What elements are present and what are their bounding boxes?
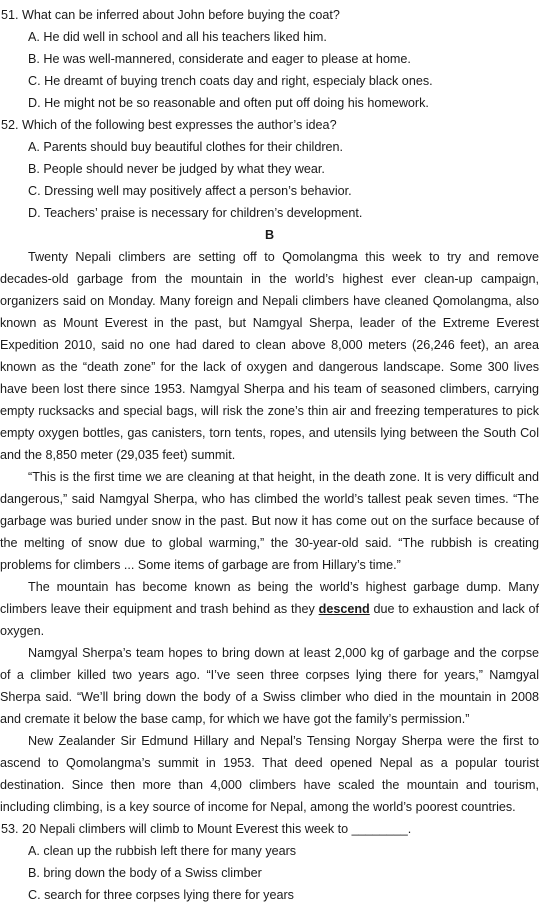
question-53-option-b: B. bring down the body of a Swiss climber — [28, 866, 262, 880]
highlighted-word: descend — [318, 602, 370, 616]
question-52-option-b: B. People should never be judged by what they wear. — [28, 162, 325, 176]
question-51-option-a: A. He did well in school and all his teachers liked him. — [28, 30, 327, 44]
question-51-option-d: D. He might not be so reasonable and often put off doing his homework. — [28, 96, 429, 110]
question-53-option-c: C. search for three corpses lying there for years — [28, 888, 294, 902]
question-52-stem: 52. Which of the following best expresses the author’s idea? — [1, 118, 337, 132]
section-heading: B — [264, 228, 275, 242]
question-52-option-d: D. Teachers’ praise is necessary for children’s development. — [28, 206, 363, 220]
passage-paragraph-1: Twenty Nepali climbers are setting off to Qomolangma this week to try and remove decades-old garbage from the mountain in the world’s highest ever clean-up campaign, organizers said on Monday. Many foreign and Nepali climbers have cleaned Qomolangma, also known as Mount Everest in the past, but Namgyal Sherpa, leader of the Extreme Everest Expedition 2010, said no one had dared to clean above 8,000 meters (26,246 feet), an area known as the “death zone” for the lack of oxygen and dangerous landscape. Some 300 lives have been lost there since 1953. Namgyal Sherpa and his team of seasoned climbers, carrying empty rucksacks and special bags, will risk the zone’s thin air and freezing temperatures to pick empty oxygen bottles, gas canisters, torn tents, ropes, and utensils lying between the South Col and the 8,850 meter (29,035 feet) summit. — [0, 250, 539, 462]
question-51-option-b: B. He was well-mannered, considerate and eager to please at home. — [28, 52, 411, 66]
passage-paragraph-2: “This is the first time we are cleaning at that height, in the death zone. It is very difficult and dangerous,” said Namgyal Sherpa, who has climbed the world’s tallest peak seven times. “The garbage was buried under snow in the past. But now it has come out on the surface because of the melting of snow due to global warming,” the 30-year-old said. “The rubbish is creating problems for climbers ... Some items of garbage are from Hillary’s time.” — [0, 470, 539, 572]
question-51-stem: 51. What can be inferred about John before buying the coat? — [1, 8, 340, 22]
passage-paragraph-3-start: The mountain has become known as being the world’s highest garbage dump. Many climbers leave their equipment and trash behind as they — [0, 580, 539, 616]
question-52-option-a: A. Parents should buy beautiful clothes for their children. — [28, 140, 344, 154]
question-52-option-c: C. Dressing well may positively affect a person’s behavior. — [28, 184, 352, 198]
passage-paragraph-4: Namgyal Sherpa’s team hopes to bring down at least 2,000 kg of garbage and the corpse of a climber killed two years ago. “I’ve seen three corpses lying there for years,” Namgyal Sherpa said. “We’ll bring down the body of a Swiss climber who died in the mountain in 2008 and cremate it below the base camp, for which we have got the family’s permission.” — [0, 646, 539, 726]
question-53-option-a: A. clean up the rubbish left there for many years — [28, 844, 297, 858]
passage-paragraph-3 — [0, 576, 539, 642]
passage-paragraph-5: New Zealander Sir Edmund Hillary and Nepal’s Tensing Norgay Sherpa were the first to ascend to Qomolangma’s summit in 1953. That deed opened Nepal as a popular tourist destination. Since then more than 4,000 climbers have scaled the mountain and tourism, including climbing, is a key source of income for Nepal, among the world’s poorest countries. — [0, 734, 539, 814]
question-53-stem: 53. 20 Nepali climbers will climb to Mount Everest this week to ________. — [1, 822, 412, 836]
passage-paragraph-3-end: due to exhaustion and lack of oxygen. — [0, 602, 539, 638]
question-51-option-c: C. He dreamt of buying trench coats day and right, especialy black ones. — [28, 74, 433, 88]
